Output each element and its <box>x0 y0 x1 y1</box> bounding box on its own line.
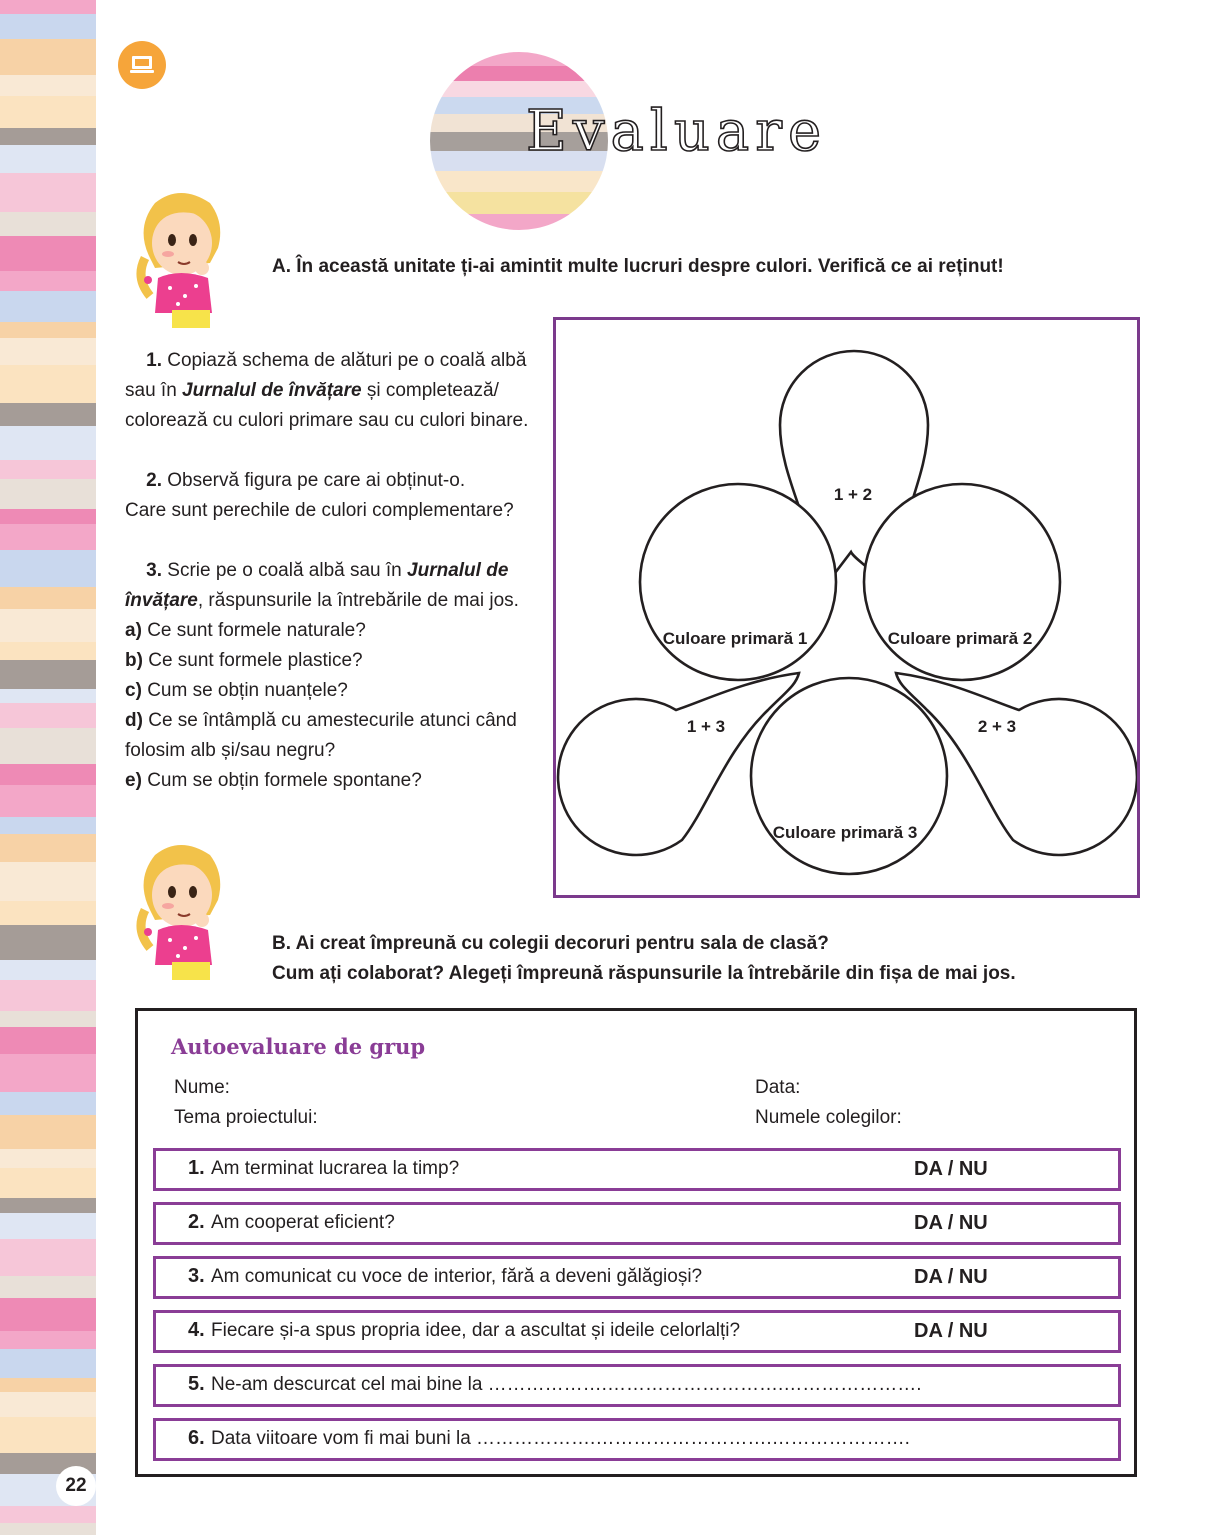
circle-primary-2 <box>864 484 1060 680</box>
section-a-heading: A. În această unitate ți-ai amintit multe lucruri despre culori. Verifică ce ai reținut! <box>272 256 1004 277</box>
label-mix-2-3: 2 + 3 <box>977 717 1017 736</box>
stripe-band <box>0 524 96 550</box>
thinking-girl-illustration <box>130 840 230 987</box>
question-text: și completează/ <box>361 380 499 401</box>
question-number: 3. <box>146 560 162 581</box>
question-3 <box>125 556 545 586</box>
question-1-line-3: colorează cu culori primare sau cu culori binare. <box>125 410 529 431</box>
row-number: 4. <box>188 1319 205 1341</box>
stripe-band <box>0 1331 96 1349</box>
blob-band <box>430 52 608 66</box>
stripe-band <box>0 1149 96 1168</box>
stripe-band <box>0 1349 96 1378</box>
stripe-band <box>0 0 96 14</box>
stripe-band <box>0 689 96 703</box>
stripe-band <box>0 460 96 479</box>
page-number: 22 <box>56 1466 96 1506</box>
row-number: 1. <box>188 1157 205 1179</box>
sub-text: Ce sunt formele naturale? <box>147 620 366 641</box>
form-row-2 <box>153 1202 1121 1245</box>
stripe-band <box>0 960 96 980</box>
form-row-6[interactable] <box>153 1418 1121 1461</box>
stripe-band <box>0 1378 96 1392</box>
blob-band <box>430 214 608 230</box>
row-number: 6. <box>188 1427 205 1449</box>
stripe-band <box>0 96 96 128</box>
stripe-band <box>0 1011 96 1027</box>
stripe-band <box>0 145 96 173</box>
questions-block <box>125 346 545 796</box>
row-fill-in[interactable]: Ne-am descurcat cel mai bine la ……………….……………………….…………………. <box>211 1374 922 1395</box>
question-text: Observă figura pe care ai obținut-o. <box>167 470 466 491</box>
question-2 <box>125 466 545 496</box>
yes-no-answer[interactable]: DA / NU <box>914 1320 988 1342</box>
stripe-band <box>0 365 96 403</box>
decorative-stripe-border <box>0 0 96 1535</box>
question-text: Scrie pe o coală albă sau în <box>167 560 408 581</box>
blob-band <box>430 66 608 81</box>
question-2-line-2: Care sunt perechile de culori complementare? <box>125 500 514 521</box>
stripe-band <box>0 212 96 236</box>
stripe-band <box>0 1523 96 1535</box>
sub-text: Ce sunt formele plastice? <box>148 650 363 671</box>
color-wheel-diagram-frame <box>553 317 1140 898</box>
row-number: 3. <box>188 1265 205 1287</box>
color-wheel-diagram <box>556 320 1137 895</box>
stripe-band <box>0 925 96 960</box>
question-number: 1. <box>146 350 162 371</box>
stripe-band <box>0 1276 96 1298</box>
form-row-4 <box>153 1310 1121 1353</box>
blob-band <box>430 171 608 192</box>
sub-letter: e) <box>125 770 142 791</box>
stripe-band <box>0 901 96 925</box>
question-text: Copiază schema de alături pe o coală albă <box>167 350 527 371</box>
stripe-band <box>0 338 96 365</box>
stripe-band <box>0 834 96 862</box>
circle-primary-1 <box>640 484 836 680</box>
journal-title: învățare <box>125 590 198 611</box>
stripe-band <box>0 1027 96 1054</box>
row-question: Am cooperat eficient? <box>211 1212 395 1233</box>
sub-text: folosim alb și/sau negru? <box>125 740 336 761</box>
stripe-band <box>0 1054 96 1092</box>
stripe-band <box>0 1198 96 1213</box>
label-primary-1: Culoare primară 1 <box>662 629 808 648</box>
sub-text: Cum se obțin formele spontane? <box>147 770 422 791</box>
stripe-band <box>0 14 96 39</box>
stripe-band <box>0 862 96 901</box>
section-b-line-2: Cum ați colaborat? Alegeți împreună răspunsurile la întrebările din fișa de mai jos. <box>272 963 1016 984</box>
stripe-band <box>0 75 96 96</box>
date-field-label: Data: <box>755 1077 801 1098</box>
stripe-band <box>0 703 96 728</box>
label-mix-1-3: 1 + 3 <box>686 717 726 736</box>
stripe-band <box>0 642 96 660</box>
topic-field-label: Tema proiectului: <box>174 1107 318 1128</box>
stripe-band <box>0 1213 96 1239</box>
section-b-heading <box>272 929 1016 989</box>
journal-title: Jurnalul de <box>407 560 509 581</box>
stripe-band <box>0 128 96 145</box>
stripe-band <box>0 1092 96 1115</box>
form-title: Autoevaluare de grup <box>171 1034 426 1059</box>
stripe-band <box>0 271 96 291</box>
stripe-band <box>0 426 96 460</box>
yes-no-answer[interactable]: DA / NU <box>914 1266 988 1288</box>
sub-question-e <box>125 766 545 796</box>
stripe-band <box>0 587 96 609</box>
row-number: 5. <box>188 1373 205 1395</box>
sub-question-d-cont <box>125 736 545 766</box>
stripe-band <box>0 39 96 75</box>
stripe-band <box>0 1506 96 1523</box>
stripe-band <box>0 980 96 1011</box>
label-primary-3: Culoare primară 3 <box>772 823 918 842</box>
stripe-band <box>0 764 96 785</box>
section-b-line-1: B. Ai creat împreună cu colegii decoruri pentru sala de clasă? <box>272 933 829 954</box>
name-field-label: Nume: <box>174 1077 230 1098</box>
stripe-band <box>0 660 96 689</box>
stripe-band <box>0 1417 96 1453</box>
journal-title: Jurnalul de învățare <box>182 380 362 401</box>
sub-letter: b) <box>125 650 143 671</box>
stripe-band <box>0 728 96 764</box>
row-number: 2. <box>188 1211 205 1233</box>
question-1 <box>125 346 545 376</box>
question-number: 2. <box>146 470 162 491</box>
sub-letter: d) <box>125 710 143 731</box>
stripe-band <box>0 1298 96 1331</box>
yes-no-answer[interactable]: DA / NU <box>914 1212 988 1234</box>
blob-band <box>430 81 608 97</box>
label-primary-2: Culoare primară 2 <box>887 629 1033 648</box>
form-row-5[interactable] <box>153 1364 1121 1407</box>
sub-letter: c) <box>125 680 142 701</box>
question-3-line-2 <box>125 586 545 616</box>
sub-text: Cum se obțin nuanțele? <box>147 680 348 701</box>
question-text: sau în <box>125 380 183 401</box>
form-row-3 <box>153 1256 1121 1299</box>
stripe-band <box>0 1392 96 1417</box>
sub-question-a <box>125 616 545 646</box>
stripe-band <box>0 291 96 322</box>
question-1-line-2 <box>125 376 545 406</box>
group-self-assessment-form <box>135 1008 1137 1477</box>
question-text: , răspunsurile la întrebările de mai jos. <box>197 590 519 611</box>
stripe-band <box>0 479 96 509</box>
stripe-band <box>0 1239 96 1276</box>
circle-primary-3 <box>751 678 947 874</box>
stripe-band <box>0 173 96 212</box>
yes-no-answer[interactable]: DA / NU <box>914 1158 988 1180</box>
stripe-band <box>0 509 96 524</box>
blob-band <box>430 192 608 214</box>
thinking-girl-illustration <box>130 188 230 335</box>
sub-question-d <box>125 706 545 736</box>
sub-question-c <box>125 676 545 706</box>
stripe-band <box>0 403 96 426</box>
page-title: Evaluare <box>526 99 828 164</box>
stripe-band <box>0 609 96 642</box>
colleagues-field-label: Numele colegilor: <box>755 1107 902 1128</box>
row-question: Fiecare și-a spus propria idee, dar a ascultat și ideile celorlalți? <box>211 1320 741 1341</box>
stripe-band <box>0 322 96 338</box>
stripe-band <box>0 550 96 587</box>
sub-text: Ce se întâmplă cu amestecurile atunci când <box>148 710 517 731</box>
stripe-band <box>0 785 96 817</box>
stripe-band <box>0 236 96 271</box>
label-mix-1-2: 1 + 2 <box>833 485 873 504</box>
laptop-icon <box>118 41 166 89</box>
sub-letter: a) <box>125 620 142 641</box>
stripe-band <box>0 1115 96 1149</box>
form-row-1 <box>153 1148 1121 1191</box>
stripe-band <box>0 1168 96 1198</box>
row-fill-in[interactable]: Data viitoare vom fi mai buni la ……………….……………………….…………………. <box>211 1428 910 1449</box>
row-question: Am comunicat cu voce de interior, fără a deveni gălăgioși? <box>211 1266 703 1287</box>
stripe-band <box>0 817 96 834</box>
sub-question-b <box>125 646 545 676</box>
row-question: Am terminat lucrarea la timp? <box>211 1158 460 1179</box>
